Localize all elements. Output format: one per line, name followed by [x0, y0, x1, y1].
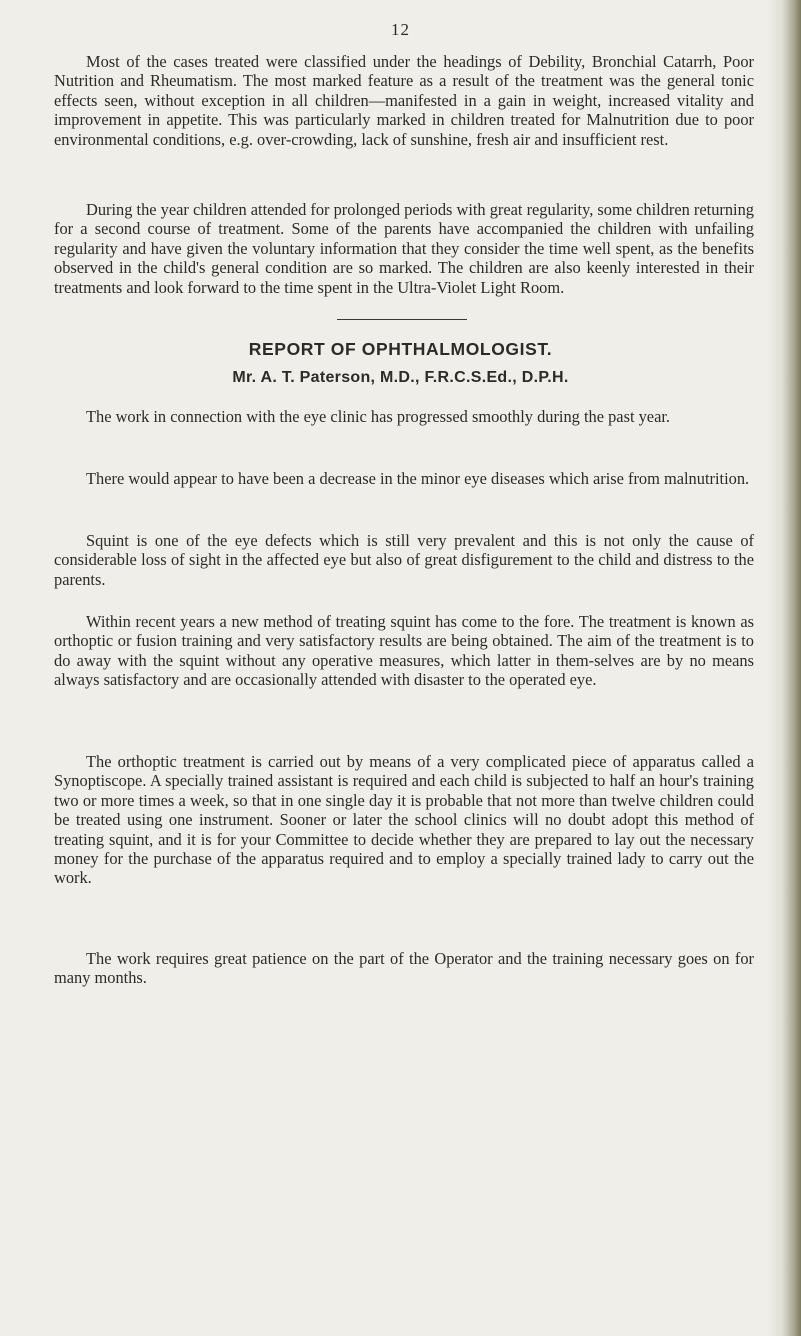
paragraph-text: Squint is one of the eye defects which is still very prevalent and this is not only the cause of considerable loss of sight in the affected eye but also of great disfigurement to the child and distress to the parents.	[54, 531, 754, 589]
report-title: REPORT OF OPHTHALMOLOGIST.	[248, 339, 553, 359]
paragraph-text: The work requires great patience on the part of the Operator and the training necessary goes on for many months.	[54, 949, 754, 988]
paragraph-text: There would appear to have been a decrease in the minor eye diseases which arise from malnutrition.	[86, 469, 750, 488]
report-paragraph-2	[54, 469, 754, 488]
paragraph-text: Most of the cases treated were classified under the headings of Debility, Bronchial Catarrh, Poor Nutrition and Rheumatism. The most marked feature as a result of the treatment was the general tonic effects seen, without exception in all children—manifested in a gain in weight, increased vitality and improvement in appetite. This was particularly marked in children treated for Malnutrition due to poor environmental conditions, e.g. over-crowding, lack of sunshine, fresh air and insufficient rest.	[54, 52, 754, 149]
paragraph-text: During the year children attended for prolonged periods with great regularity, some children returning for a second course of treatment. Some of the parents have accompanied the children with unfailing regularity and have given the voluntary information that they consider the time well spent, as the benefits observed in the child's general condition are so marked. The children are also keenly interested in their treatments and look forward to the time spent in the Ultra-Violet Light Room.	[54, 200, 754, 297]
report-paragraph-3	[54, 531, 754, 589]
paragraph-debility-intro	[54, 52, 754, 149]
report-paragraph-4	[54, 612, 754, 690]
paragraph-attendance	[54, 200, 754, 297]
paragraph-text: Within recent years a new method of treating squint has come to the fore. The treatment is known as orthoptic or fusion training and very satisfactory results are being obtained. The aim of the treatment is to do away with the squint without any operative measures, which latter in them-selves are by no means always satisfactory and are occasionally attended with disaster to the operated eye.	[54, 612, 754, 690]
paragraph-text: The work in connection with the eye clinic has progressed smoothly during the past year.	[86, 407, 670, 426]
report-paragraph-1	[54, 407, 754, 426]
page-edge-shadow	[767, 0, 801, 1336]
paragraph-text: The orthoptic treatment is carried out by means of a very complicated piece of apparatus called a Synoptiscope. A specially trained assistant is required and each child is subjected to half an hour's training two or more times a week, so that in one single day it is probable that not more than twelve children could be treated using one instrument. Sooner or later the school clinics will no doubt adopt this method of treating squint, and it is for your Committee to decide whether they are prepared to lay out the necessary money for the purchase of the apparatus required and to employ a specially trained lady to carry out the work.	[54, 752, 754, 888]
page-number: 12	[391, 20, 410, 39]
report-author: Mr. A. T. Paterson, M.D., F.R.C.S.Ed., D.P.H.	[232, 369, 569, 386]
report-paragraph-5	[54, 752, 754, 888]
section-divider	[337, 319, 467, 320]
report-paragraph-6	[54, 949, 754, 988]
